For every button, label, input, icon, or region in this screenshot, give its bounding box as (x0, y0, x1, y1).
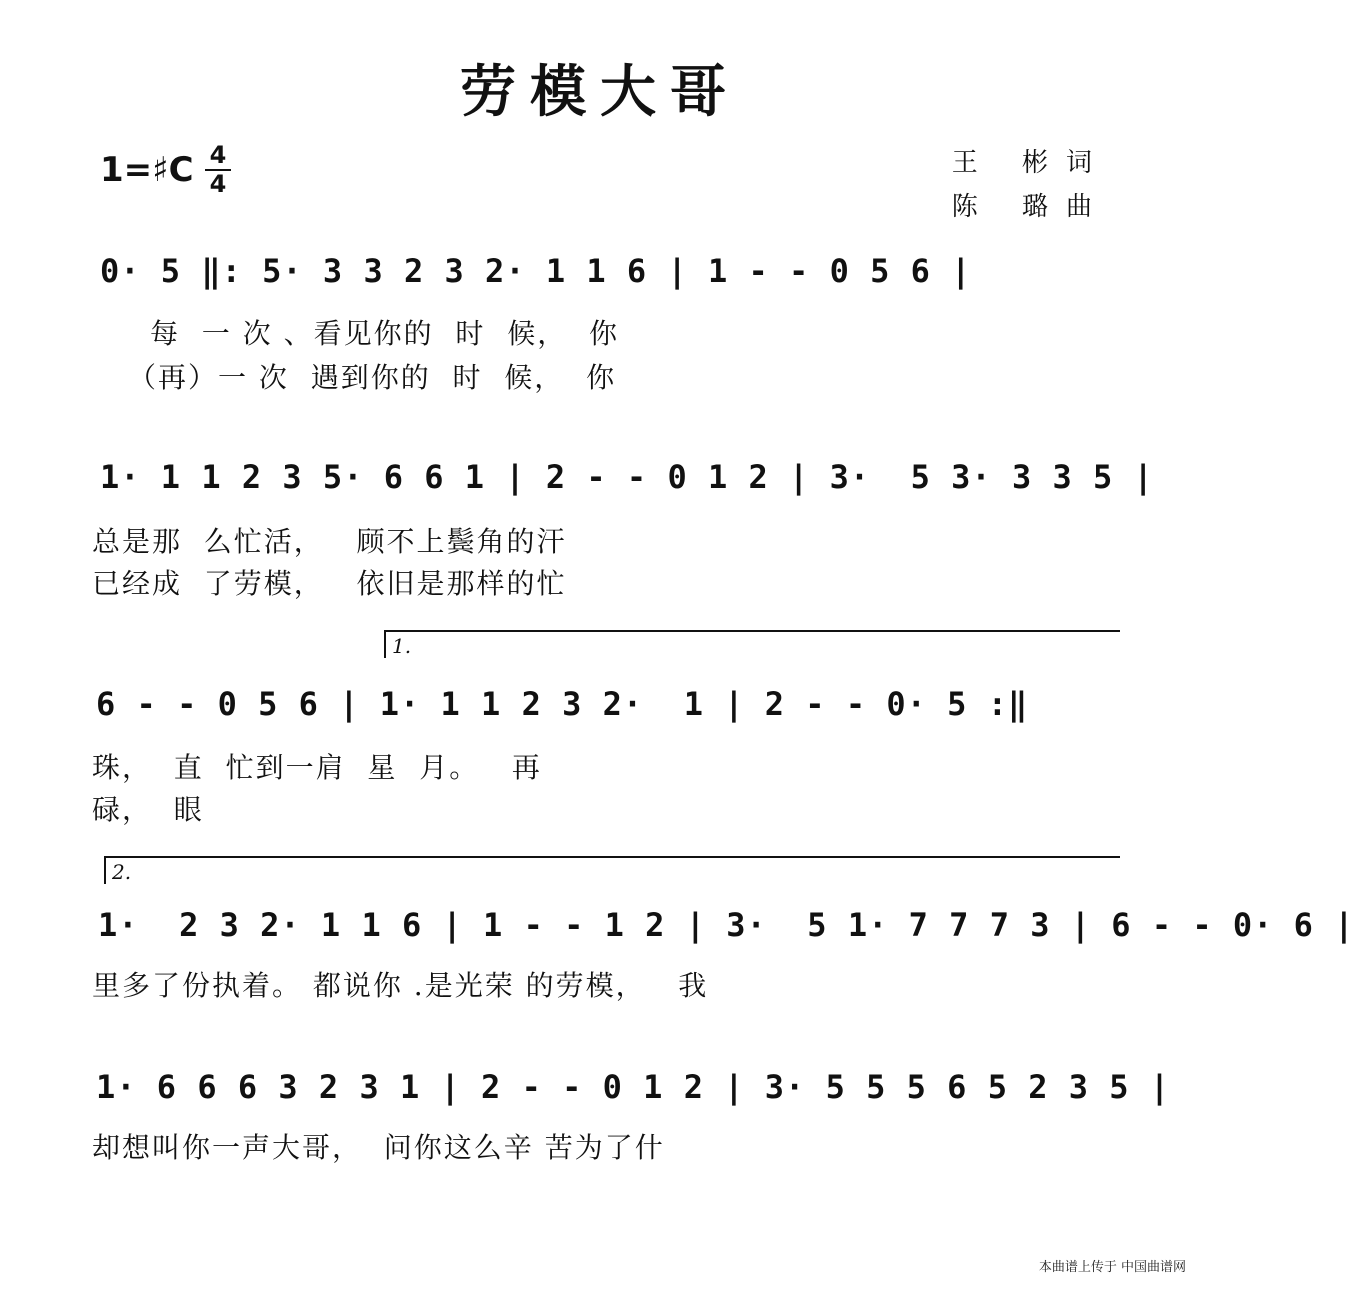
lyric-line: （再）一 次 遇到你的 时 候， 你 (128, 361, 617, 394)
time-signature (205, 143, 231, 197)
source-watermark: 本曲谱上传于 中国曲谱网 (1038, 1260, 1186, 1275)
score-line: 1· 2 3 2· 1 1 6 | 1 - - 1 2 | 3· 5 1· 7 7 7 3 | 6 - - 0· 6 | (98, 906, 1354, 944)
score-line: 0· 5 ‖: 5· 3 3 2 3 2· 1 1 6 | 1 - - 0 5 6 | (100, 252, 972, 290)
lyric-line: 珠， 直 忙到一肩 星 月。 再 (92, 751, 542, 784)
score-line: 1· 1 1 2 3 5· 6 6 1 | 2 - - 0 1 2 | 3· 5 3· 3 3 5 | (100, 458, 1154, 496)
score-line: 6 - - 0 5 6 | 1· 1 1 2 3 2· 1 | 2 - - 0· 5 :‖ (96, 685, 1029, 723)
volta-bracket (104, 856, 1120, 884)
song-title: 劳模大哥 (460, 59, 740, 125)
lyricist-credit: 王 彬词 (951, 148, 1110, 178)
time-signature-top: 4 (209, 141, 227, 169)
lyric-line: 已经成 了劳模， 依旧是那样的忙 (92, 567, 567, 600)
lyric-line: 每 一 次 、看见你的 时 候， 你 (150, 317, 620, 350)
volta-label: 2. (112, 860, 132, 884)
time-signature-bottom: 4 (209, 170, 227, 198)
key-signature: 1=♯C (100, 150, 194, 190)
composer-credit: 陈 璐曲 (951, 192, 1110, 222)
volta-bracket (384, 630, 1120, 658)
volta-label: 1. (392, 634, 412, 658)
lyric-line: 却想叫你一声大哥， 问你这么辛 苦为了什 (92, 1131, 665, 1164)
score-line: 1· 6 6 6 3 2 3 1 | 2 - - 0 1 2 | 3· 5 5 5 6 5 2 3 5 | (96, 1068, 1171, 1106)
lyric-line: 碌， 眼 (92, 793, 204, 826)
lyric-line: 总是那 么忙活， 顾不上鬓角的汗 (92, 525, 567, 558)
lyric-line: 里多了份执着。 都说你 .是光荣 的劳模， 我 (92, 969, 709, 1002)
